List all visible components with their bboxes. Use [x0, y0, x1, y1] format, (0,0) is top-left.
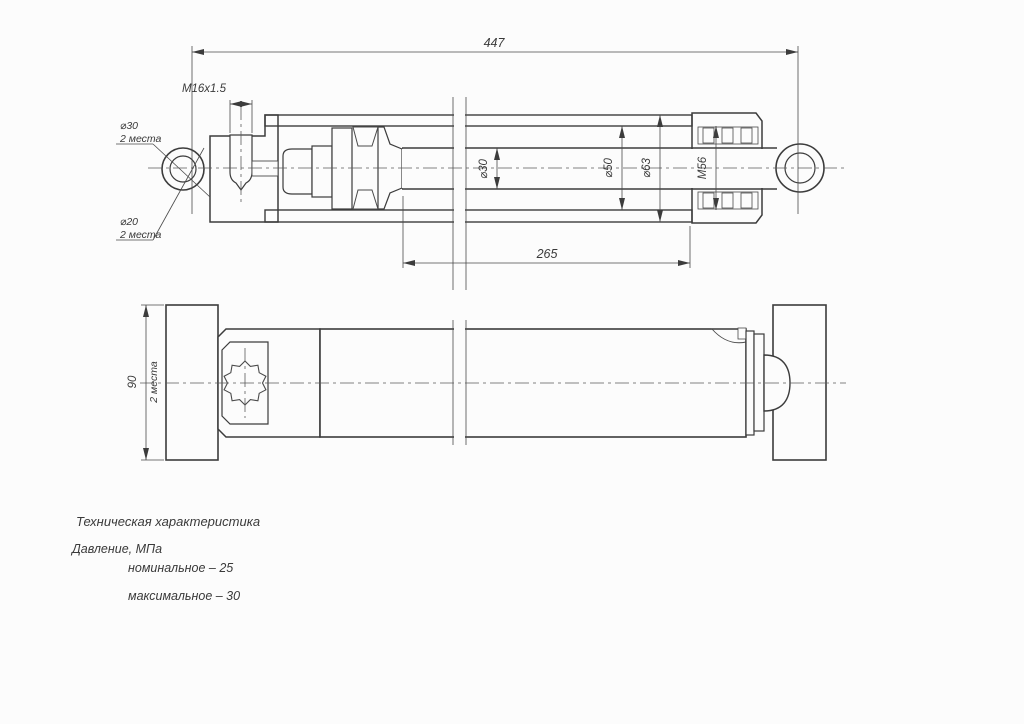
- tech-spec-nominal: номинальное – 25: [128, 561, 234, 575]
- eye-inner-note: 2 места: [120, 229, 162, 241]
- tech-spec-block: [70, 514, 260, 603]
- cushion-spear: [283, 149, 312, 194]
- dim-overall-length: 447: [483, 36, 505, 50]
- dim-internal-length: 265: [536, 247, 558, 261]
- dim-port-thread: M16x1.5: [181, 83, 227, 95]
- piston-core: [332, 128, 352, 209]
- piston-flange: [312, 146, 332, 197]
- section-view: [148, 97, 846, 290]
- barrel-top-wall: [265, 115, 692, 126]
- dim-bore-dia: ⌀50: [603, 158, 615, 178]
- side-view: [127, 305, 846, 460]
- dim-block-height-note: 2 места: [148, 361, 160, 403]
- dim-block-height: 90: [127, 375, 139, 389]
- gland-collar-2: [754, 334, 764, 431]
- gland-groove-bottom: [698, 192, 758, 209]
- gland-notch: [738, 328, 746, 339]
- eye-outer-dia: ⌀30: [120, 120, 139, 132]
- dim-rod-dia: ⌀30: [478, 159, 490, 179]
- tech-spec-title: Техническая характеристика: [76, 514, 261, 529]
- tech-spec-parameter: Давление, МПа: [72, 542, 163, 556]
- eye-outer-note: 2 места: [120, 133, 162, 145]
- rear-eye: [153, 144, 210, 240]
- piston-seal-bottom: [353, 190, 378, 209]
- break-gap: [454, 100, 465, 232]
- tech-spec-maximal: максимальное – 30: [128, 589, 241, 603]
- gland-groove-top: [698, 127, 758, 144]
- dim-barrel-od: ⌀63: [641, 158, 653, 178]
- barrel-bottom-wall: [265, 210, 692, 222]
- rear-eye-block: [166, 305, 218, 460]
- piston-seal-top: [353, 127, 378, 146]
- port-channel: [252, 161, 278, 176]
- dim-gland-thread: М56: [697, 156, 709, 180]
- eye-inner-dia: ⌀20: [120, 216, 139, 228]
